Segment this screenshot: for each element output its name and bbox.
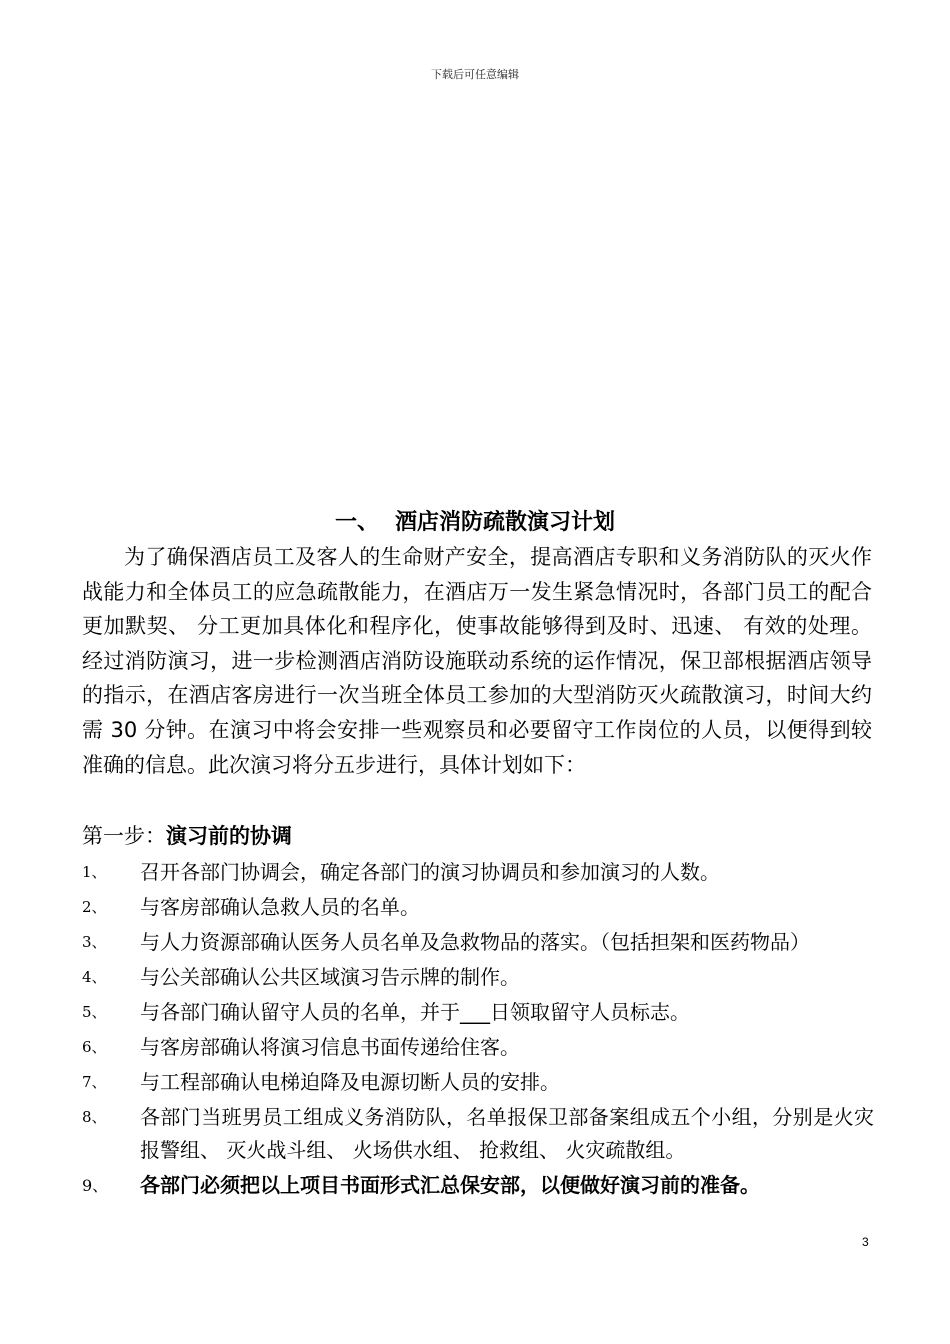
item-number: 8、: [82, 1108, 107, 1126]
item-text: 与工程部确认电梯迫降及电源切断人员的安排。: [140, 1070, 560, 1094]
item-number: 3、: [82, 933, 107, 951]
list-item: [82, 856, 874, 889]
item-text: 与客房部确认急救人员的名单。: [140, 895, 420, 919]
section-number: 一、: [334, 510, 379, 535]
list-item: [82, 1101, 874, 1167]
list-item: [82, 1031, 874, 1064]
section-title: [0, 508, 950, 538]
list-item: [82, 1066, 874, 1099]
list-item: [82, 996, 874, 1029]
item-text: 与各部门确认留守人员的名单，并于___日领取留守人员标志。: [140, 1000, 690, 1024]
step-title: 演习前的协调: [166, 824, 292, 848]
item-text: 与公关部确认公共区域演习告示牌的制作。: [140, 965, 520, 989]
section-title-text: 酒店消防疏散演习计划: [395, 510, 616, 535]
step-heading: [82, 819, 872, 853]
intro-paragraph: 为了确保酒店员工及客人的生命财产安全，提高酒店专职和义务消防队的灭火作战能力和全体员工的应急疏散能力，在酒店万一发生紧急情况时，各部门员工的配合更加默契、 分工更加具体化和程序化，使事故能够得到及时、迅速、 有效的处理。经过消防演习，进一步检测酒店消防设施联动系统的运作情况，保卫部根据酒店领导的指示，在酒店客房进行一次当班全体员工参加的大型消防灭火疏散演习，时间大约需 30 分钟。在演习中将会安排一些观察员和必要留守工作岗位的人员，以便得到较准确的信息。此次演习将分五步进行，具体计划如下：: [82, 545, 872, 777]
page-number: 3: [862, 1235, 869, 1249]
list-item: [82, 1169, 874, 1202]
item-number: 1、: [82, 863, 107, 881]
item-text: 召开各部门协调会，确定各部门的演习协调员和参加演习的人数。: [140, 860, 720, 884]
item-number: 9、: [82, 1176, 109, 1195]
item-text: 各部门当班男员工组成义务消防队，名单报保卫部备案组成五个小组，分别是火灾报警组、 灭火战斗组、 火场供水组、 抢救组、 火灾疏散组。: [140, 1105, 874, 1162]
item-text: 与人力资源部确认医务人员名单及急救物品的落实。（包括担架和医药物品）: [140, 930, 810, 954]
item-text: 各部门必须把以上项目书面形式汇总保安部，以便做好演习前的准备。: [140, 1173, 760, 1197]
page-header: 下载后可任意编辑: [431, 68, 519, 81]
list-item: [82, 891, 874, 924]
step-label: 第一步：: [82, 824, 166, 848]
item-number: 4、: [82, 968, 107, 986]
list-item: [82, 926, 874, 959]
item-number: 6、: [82, 1038, 107, 1056]
item-text: 与客房部确认将演习信息书面传递给住客。: [140, 1035, 520, 1059]
intro-section: [82, 540, 872, 782]
item-number: 7、: [82, 1073, 107, 1091]
step-item-list: [82, 856, 874, 1204]
list-item: [82, 961, 874, 994]
item-number: 5、: [82, 1003, 107, 1021]
item-number: 2、: [82, 898, 107, 916]
